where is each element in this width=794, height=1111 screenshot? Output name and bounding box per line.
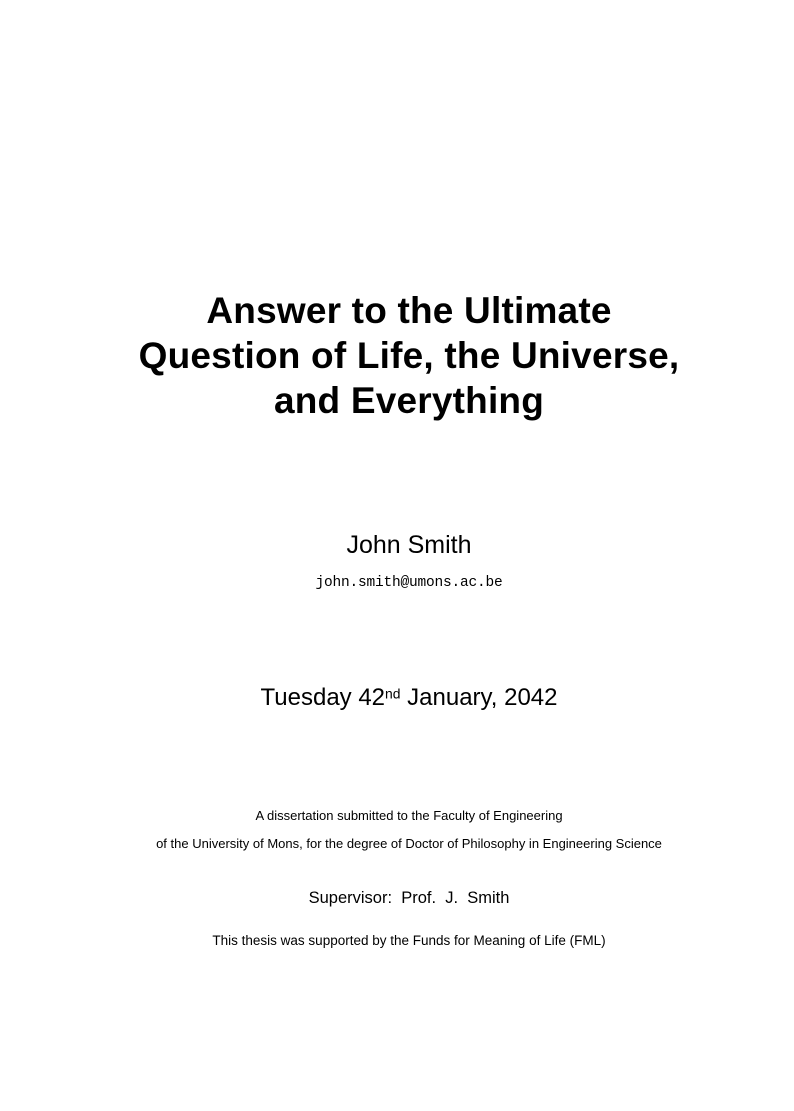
thesis-title (41, 288, 777, 423)
date-rest: January, 2042 (400, 684, 558, 711)
thesis-title-line-2: Question of Life, the Universe, (138, 335, 680, 376)
author-name: John Smith (346, 531, 472, 559)
date-ordinal-suffix: nd (385, 685, 401, 702)
thesis-date (41, 683, 777, 712)
dissertation-line-2: of the University of Mons, for the degree of Doctor of Philosophy in Engineering Science (156, 836, 662, 851)
author-email: john.smith@umons.ac.be (315, 575, 503, 591)
date-prefix: Tuesday 42 (260, 684, 386, 711)
funding-acknowledgement: This thesis was supported by the Funds for Meaning of Life (FML) (212, 933, 606, 948)
thesis-title-line-1: Answer to the Ultimate (206, 290, 612, 331)
dissertation-line-1: A dissertation submitted to the Faculty of Engineering (255, 808, 563, 823)
thesis-title-line-3: and Everything (273, 380, 545, 421)
dissertation-statement (41, 802, 777, 858)
supervisor-line: Supervisor: Prof. J. Smith (308, 889, 510, 907)
